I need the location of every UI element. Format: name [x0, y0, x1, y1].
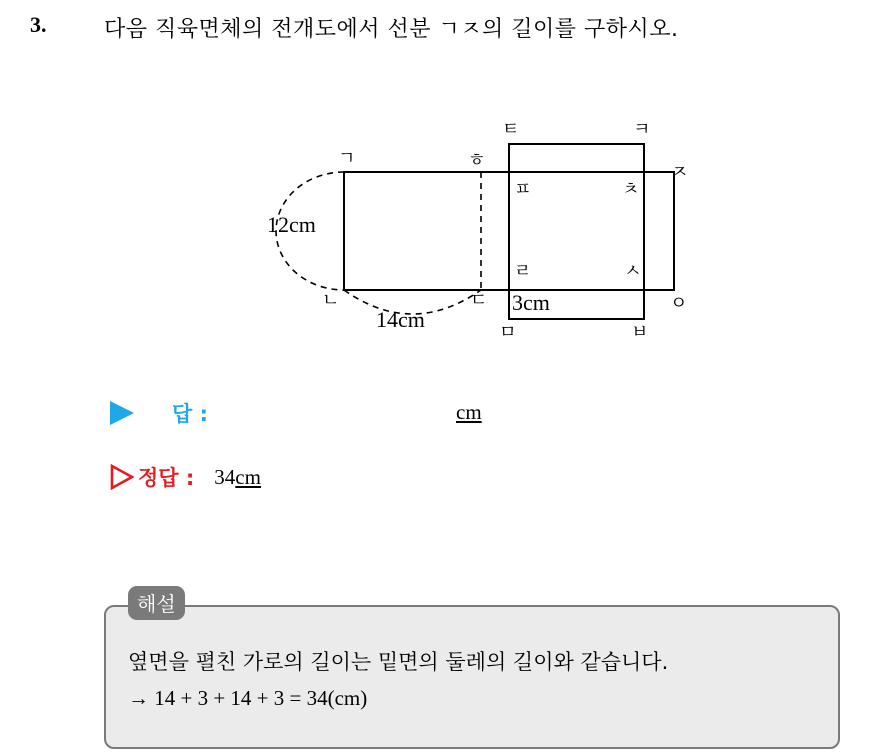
answer-row	[110, 398, 208, 428]
vertex-label-d: ㄷ	[470, 290, 488, 311]
answer-label: 답 :	[172, 402, 208, 426]
explanation-formula: → 14 + 3 + 14 + 3 = 34(cm)	[128, 686, 368, 710]
vertex-label-ch: ㅊ	[622, 179, 640, 200]
explanation-text: 옆면을 펼친 가로의 길이는 밑면의 둘레의 길이와 같습니다.	[128, 650, 669, 674]
vertex-label-p: ㅍ	[514, 179, 532, 200]
dimension-length-label: 14cm	[376, 307, 425, 332]
correct-answer-value: 34cm	[214, 464, 261, 489]
outline-triangle-icon	[110, 464, 134, 490]
dimension-height-label: 12cm	[267, 212, 316, 237]
vertex-label-n: ㄴ	[322, 290, 340, 311]
vertex-label-h: ㅎ	[468, 150, 486, 171]
explanation-tag: 해설	[128, 586, 185, 620]
vertex-label-m: ㅁ	[499, 322, 517, 343]
vertex-label-g: ㄱ	[338, 148, 356, 169]
explanation-box	[104, 605, 840, 749]
question-text: 다음 직육면체의 전개도에서 선분 ㄱㅈ의 길이를 구하시오.	[104, 17, 679, 42]
vertex-label-t: ㅌ	[502, 119, 520, 140]
dimension-width-label: 3cm	[512, 290, 550, 315]
question-number: 3.	[30, 12, 47, 37]
vertex-label-j: ㅈ	[671, 162, 689, 183]
correct-answer-unit: cm	[235, 464, 261, 489]
answer-unit: cm	[456, 400, 482, 424]
vertex-label-k: ㅋ	[633, 119, 651, 140]
vertex-label-s: ㅅ	[624, 261, 642, 282]
vertex-label-o: ㅇ	[670, 293, 688, 314]
play-triangle-icon	[110, 401, 134, 425]
correct-answer-row	[110, 462, 261, 492]
vertex-label-b: ㅂ	[631, 322, 649, 343]
vertex-label-r: ㄹ	[514, 261, 532, 282]
correct-answer-label: 정답 :	[138, 466, 195, 490]
